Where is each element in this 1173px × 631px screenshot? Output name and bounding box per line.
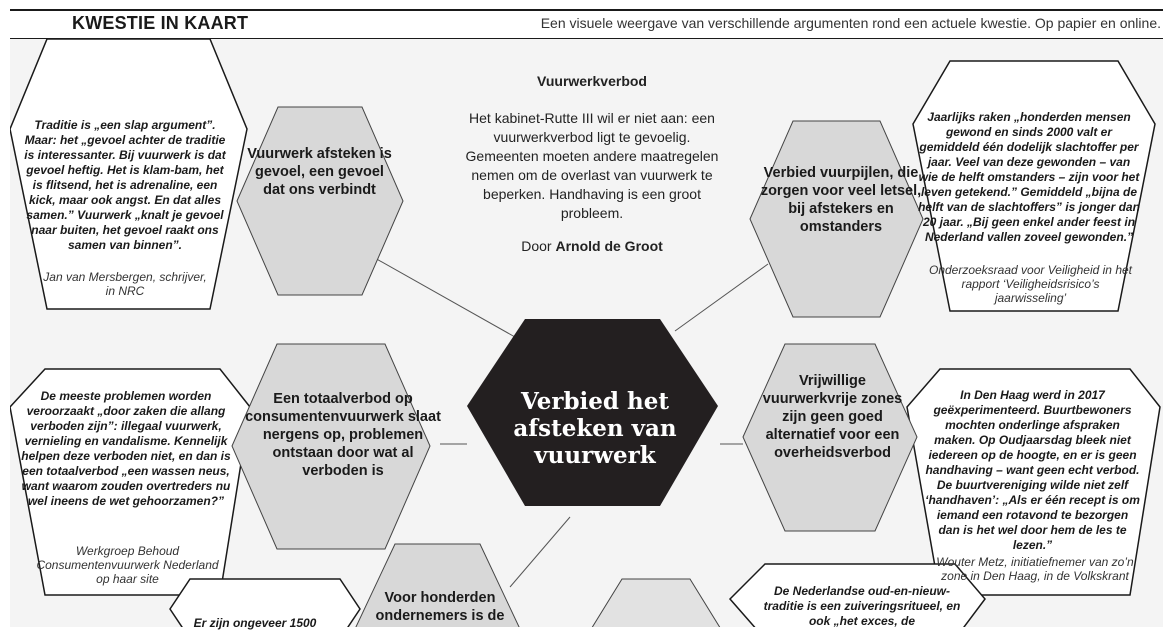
intro-block <box>462 72 722 256</box>
intro-title: Vuurwerkverbod <box>537 73 647 89</box>
connector-line <box>510 517 570 587</box>
quote-2-text: Jaarlijks raken „honderden mensen gewond en sinds 2000 valt er gemiddeld één dodelijk slachtoffer per jaar. Veel van deze gewonden – van wie de helft omstanders – zijn voor het leven getekend.” Gemiddeld „bijna de helft van de slachtoffers” is jonger dan 20 jaar. „Bij geen enkel ander feest in Nederland vallen zoveel gewonden.” <box>918 110 1140 244</box>
byline-author: Arnold de Groot <box>555 238 663 254</box>
quote-4-source: Wouter Metz, initiatiefnemer van zo’n zone in Den Haag, in de Volkskrant <box>936 555 1134 583</box>
quote-1-source: Jan van Mersbergen, schrijver, in NRC <box>43 270 207 298</box>
argument-top-left: Vuurwerk afsteken is gevoel, een gevoel dat ons verbindt <box>247 146 392 198</box>
quote-2-source: Onderzoeksraad voor Veiligheid in het rapport ‘Veiligheidsrisico’s jaarwisseling’ <box>928 263 1132 305</box>
byline <box>462 237 722 256</box>
quote-6-text: De Nederlandse oud-en-nieuw-traditie is een zuiveringsritueel, en ook „het exces, de <box>763 584 961 628</box>
connector-line <box>675 264 768 331</box>
argument-mid-left: Een totaalverbod op consumentenvuurwerk slaat nergens op, problemen ontstaan door wat al verboden is <box>245 391 441 479</box>
argument-top-right: Verbied vuurpijlen, die zorgen voor veel letsel, bij afstekers en omstanders <box>760 165 922 235</box>
section-subtitle: Een visuele weergave van verschillende argumenten rond een actuele kwestie. Op papier en online. <box>540 15 1161 31</box>
intro-body: Het kabinet-Rutte III wil er niet aan: een vuurwerkverbod ligt te gevoelig. Gemeenten moeten andere maatregelen nemen om de overlast van vuurwerk te beperken. Handhaving is een groot probleem. <box>465 110 719 221</box>
quote-3-text: De meeste problemen worden veroorzaakt „door zaken die allang verboden zijn”: illegaal vuurwerk, vernieling en vandalisme. Kennelijk helpen deze verboden niet, en dan is een totaalverbod „een wassen neus, want waarom zouden overtreders nu wel ineens de wet gehoorzamen?” <box>21 389 231 508</box>
central-statement: Verbied het afsteken van vuurwerk <box>513 388 677 469</box>
argument-mid-right: Vrijwillige vuurwerkvrije zones zijn geen goed alternatief voor een overheidsverbod <box>762 373 903 461</box>
argument-bottom-left: Voor honderden ondernemers is de <box>375 590 505 624</box>
byline-prefix: Door <box>521 238 556 254</box>
quote-5-text: Er zijn ongeveer 1500 <box>193 616 317 630</box>
quote-4-text: In Den Haag werd in 2017 geëxperimenteerd. Buurtbewoners mochten onderlinge afspraken maken. Op Oudjaarsdag bleek niet iedereen op de hoogte, en er is geen handhaving – want geen echt verbod. De buurtvereniging wilde niet zelf ‘handhaven’: „Als er één recept is om iemand een rotavond te bezorgen dan is het wel door hem de les te lezen.” <box>925 388 1140 552</box>
argument-hex-bottom-center <box>585 579 727 627</box>
argument-hex-top-left <box>237 107 403 295</box>
header-rule <box>10 9 1163 11</box>
section-title: KWESTIE IN KAART <box>72 13 249 33</box>
quote-1-text: Traditie is „een slap argument”. Maar: het „gevoel achter de traditie is interessanter. Bij vuurwerk is dat gevoel heftig. Het is klam-bam, het is flitsend, het is adrenaline, een kick, maar ook angst. En dat alles samen.” Vuurwerk „knalt je gevoel naar buiten, het gevoel raakt ons samen van binnen”. <box>24 118 226 252</box>
quote-3-source: Werkgroep Behoud Consumentenvuurwerk Nederland op haar site <box>36 544 219 586</box>
